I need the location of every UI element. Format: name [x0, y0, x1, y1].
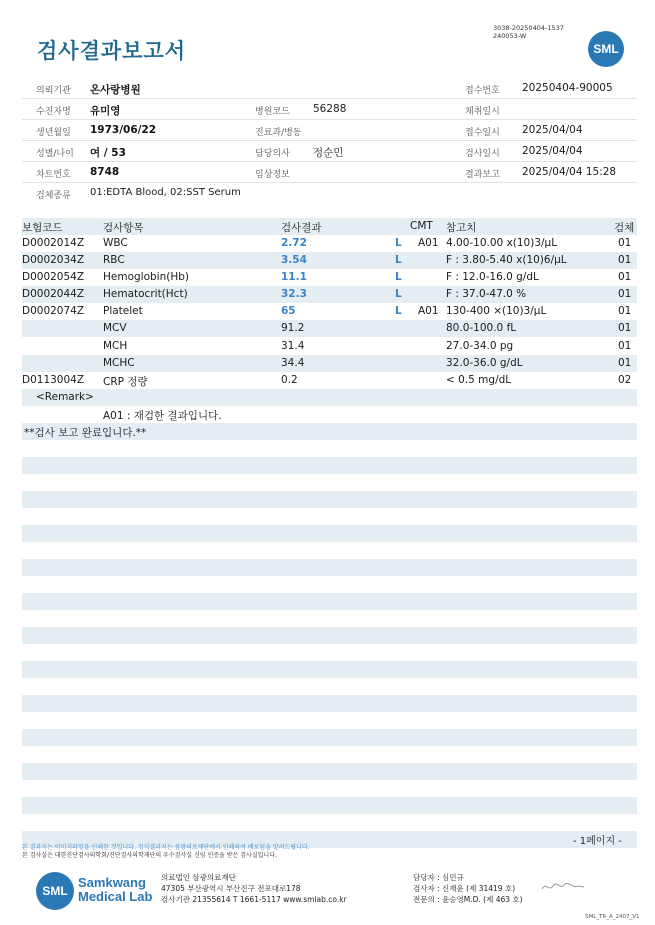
low-flag: L	[395, 237, 402, 249]
info-row: 수진자명 유미영 병원코드 56288 채취일시	[22, 99, 637, 120]
footer-notice: 본 결과지는 이미지파일을 인쇄한 것입니다. 정식결과지는 삼광의료재단에서 인쇄하여 배포됨을 알려드립니다.	[22, 844, 310, 851]
table-row: MCHC 34.4 32.0-36.0 g/dL 01	[103, 357, 632, 369]
remark-label: <Remark>	[36, 391, 94, 403]
institution-value: 온사랑병원	[90, 84, 141, 96]
chart-no-value: 8748	[90, 166, 120, 178]
table-header: 보험코드 검사항목 검사결과 CMT 참고치 검체	[22, 220, 635, 234]
low-flag: L	[395, 305, 402, 317]
hospital-code-value: 56288	[313, 103, 347, 115]
doctor-value: 정순민	[313, 147, 344, 159]
receipt-date-value: 2025/04/04	[522, 124, 583, 136]
receipt-no-value: 20250404-90005	[522, 82, 613, 94]
patient-name-value: 유미영	[90, 105, 121, 117]
table-row: D0002074Z Platelet 65 L A01 130-400 ×(10)3/μL 01	[22, 305, 632, 317]
info-row: 성별/나이 여 / 53 담당의사 정순민 검사일시 2025/04/04	[22, 141, 637, 162]
signature-image	[540, 880, 586, 894]
table-row: D0113004Z CRP 정량 0.2 < 0.5 mg/dL 02	[22, 374, 632, 388]
completion-note: **검사 보고 완료입니다.**	[24, 427, 147, 439]
specimen-type-value: 01:EDTA Blood, 02:SST Serum	[90, 187, 241, 198]
page-title: 검사결과보고서	[37, 39, 187, 63]
low-flag: L	[395, 254, 402, 266]
table-row: D0002044Z Hematocrit(Hct) 32.3 L F : 37.0-47.0 % 01	[22, 288, 632, 300]
footer-brand: Samkwang Medical Lab	[78, 875, 153, 904]
info-row: 생년월일 1973/06/22 진료과/병동 접수일시 2025/04/04	[22, 120, 637, 141]
test-date-value: 2025/04/04	[522, 145, 583, 157]
info-row: 의뢰기관 온사랑병원 접수번호 20250404-90005	[22, 78, 637, 99]
table-row: D0002014Z WBC 2.72 L A01 4.00-10.00 x(10)3/μL 01	[22, 237, 632, 249]
table-row: MCH 31.4 27.0-34.0 pg 01	[103, 340, 632, 352]
low-flag: L	[395, 271, 402, 283]
document-code: 3038-20250404-1537 240053-W	[493, 24, 564, 40]
sml-footer-logo: SML	[36, 872, 74, 910]
report-date-value: 2025/04/04 15:28	[522, 166, 617, 178]
table-row: MCV 91.2 80.0-100.0 fL 01	[103, 322, 632, 334]
footer-certification: 본 검사실은 대한진단검사의학회/진단검사의학재단의 우수검사실 신임 인증을 받은 검사실입니다.	[22, 852, 277, 859]
footer-address: 의료법인 삼광의료재단 47305 부산광역시 부산진구 전포대로178 검사기관 21355614 T 1661-5117 www.smlab.co.kr	[161, 873, 347, 904]
remark-text: A01 : 재검한 결과입니다.	[103, 410, 222, 422]
table-row: D0002034Z RBC 3.54 L F : 3.80-5.40 x(10)6/μL 01	[22, 254, 632, 266]
birth-value: 1973/06/22	[90, 124, 157, 136]
low-flag: L	[395, 288, 402, 300]
sml-logo: SML	[588, 31, 624, 67]
sex-age-value: 여 / 53	[90, 147, 126, 159]
table-row: D0002054Z Hemoglobin(Hb) 11.1 L F : 12.0-16.0 g/dL 01	[22, 271, 632, 283]
page-number: - 1페이지 -	[573, 836, 622, 847]
form-code: SML_TR_A_2407_V1	[585, 914, 640, 920]
footer-staff: 담당자 : 심민규 검사자 : 신재윤 (제 31419 호) 전문의 : 윤승영M.D. (제 463 호)	[413, 873, 523, 904]
info-row: 차트번호 8748 임상정보 결과보고 2025/04/04 15:28	[22, 162, 637, 183]
info-row: 검체종류 01:EDTA Blood, 02:SST Serum	[36, 187, 241, 201]
